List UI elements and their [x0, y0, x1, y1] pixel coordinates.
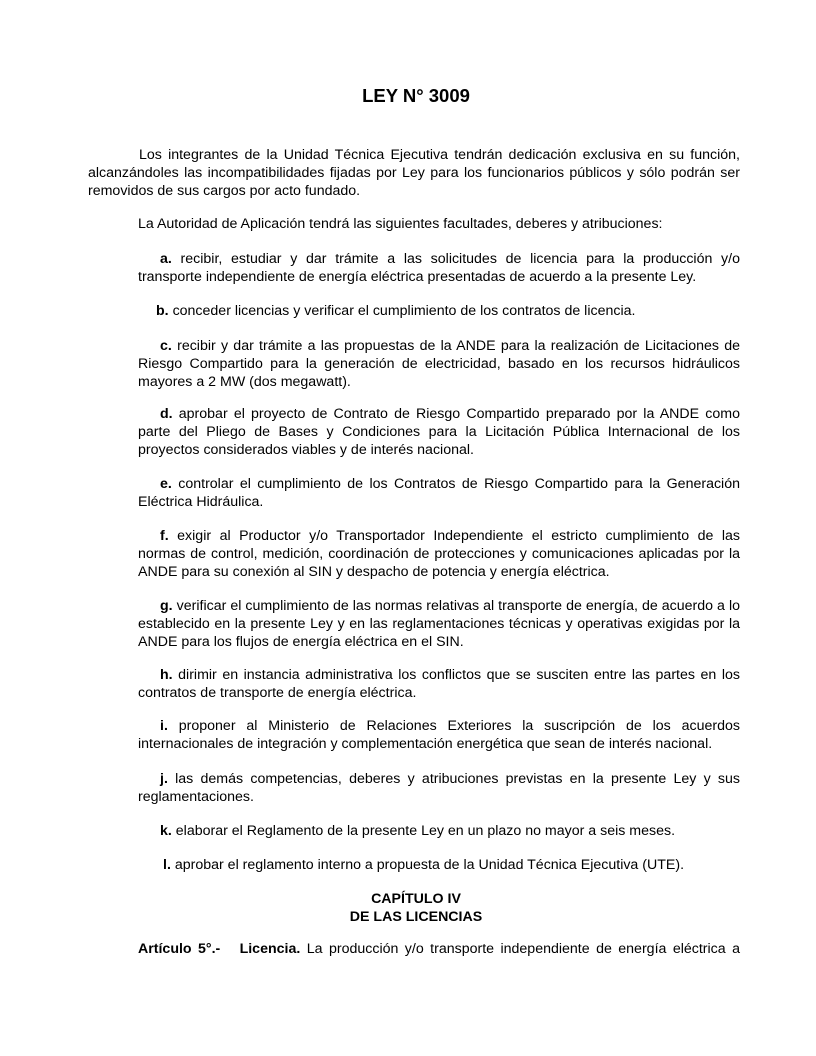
item-letter: l. [163, 857, 171, 873]
item-letter: f. [160, 528, 169, 544]
item-text: conceder licencias y verificar el cumplimiento de los contratos de licencia. [172, 303, 636, 319]
item-letter: h. [160, 667, 173, 683]
article-heading: Licencia. [239, 941, 301, 957]
list-item-l [138, 857, 740, 875]
law-title: LEY N° 3009 [362, 85, 470, 106]
list-item-h [138, 667, 740, 703]
list-item-k [138, 823, 740, 841]
chapter-number: CAPÍTULO IV [371, 891, 461, 907]
item-text: aprobar el reglamento interno a propuesta de la Unidad Técnica Ejecutiva (UTE). [174, 857, 685, 873]
item-letter: k. [160, 823, 172, 839]
article-text: La producción y/o transporte independiente de energía eléctrica a [306, 941, 740, 957]
item-letter: c. [160, 338, 172, 354]
item-letter: g. [160, 598, 173, 614]
item-text: elaborar el Reglamento de la presente Ley en un plazo no mayor a seis meses. [175, 823, 676, 839]
item-text: proponer al Ministerio de Relaciones Exteriores la suscripción de los acuerdos internacionales de integración y complementación energética que sean de interés nacional. [138, 718, 740, 752]
list-item-e [138, 476, 740, 512]
chapter-name: DE LAS LICENCIAS [349, 909, 483, 925]
list-item-a [138, 251, 740, 287]
item-text: aprobar el proyecto de Contrato de Riesgo Compartido preparado por la ANDE como parte del Pliego de Bases y Condiciones para la Licitación Pública Internacional de los proyectos considerados viables y de interés nacional. [138, 406, 740, 458]
lead-in-text: La Autoridad de Aplicación tendrá las siguientes facultades, deberes y atribuciones: [138, 216, 663, 232]
list-item-c [138, 338, 740, 391]
item-text: las demás competencias, deberes y atribuciones previstas en la presente Ley y sus reglamentaciones. [138, 771, 740, 805]
list-item-b [138, 303, 740, 321]
item-text: recibir, estudiar y dar trámite a las solicitudes de licencia para la producción y/o transporte independiente de energía eléctrica presentadas de acuerdo a la presente Ley. [138, 251, 740, 285]
item-letter: d. [160, 406, 173, 422]
item-letter: b. [156, 303, 169, 319]
article-label: Artículo 5°.- [138, 941, 221, 957]
list-item-i [138, 718, 740, 754]
item-text: recibir y dar trámite a las propuestas de la ANDE para la realización de Licitaciones de Riesgo Compartido para la generación de electricidad, basado en los recursos hidráulicos mayores a 2 MW (dos megawatt). [138, 338, 740, 390]
item-text: dirimir en instancia administrativa los conflictos que se susciten entre las partes en los contratos de transporte de energía eléctrica. [138, 667, 740, 701]
intro-paragraph: Los integrantes de la Unidad Técnica Ejecutiva tendrán dedicación exclusiva en su función, alcanzándoles las incompatibilidades fijadas por Ley para los funcionarios públicos y sólo podrán ser removidos de sus cargos por acto fundado. [88, 147, 740, 199]
item-letter: i. [160, 718, 168, 734]
article-5 [138, 941, 740, 959]
item-letter: j. [160, 771, 168, 787]
item-text: exigir al Productor y/o Transportador Independiente el estricto cumplimiento de las normas de control, medición, coordinación de protecciones y comunicaciones aplicadas por la ANDE para su conexión al SIN y despacho de potencia y energía eléctrica. [138, 528, 740, 580]
list-item-g [138, 598, 740, 651]
item-letter: e. [160, 476, 172, 492]
item-letter: a. [160, 251, 172, 267]
item-text: verificar el cumplimiento de las normas relativas al transporte de energía, de acuerdo a lo establecido en la presente Ley y en las reglamentaciones técnicas y operativas exigidas por la ANDE para los flujos de energía eléctrica en el SIN. [138, 598, 740, 650]
item-text: controlar el cumplimiento de los Contratos de Riesgo Compartido para la Generación Eléctrica Hidráulica. [138, 476, 740, 510]
list-item-j [138, 771, 740, 807]
list-item-d [138, 406, 740, 459]
list-item-f [138, 528, 740, 581]
